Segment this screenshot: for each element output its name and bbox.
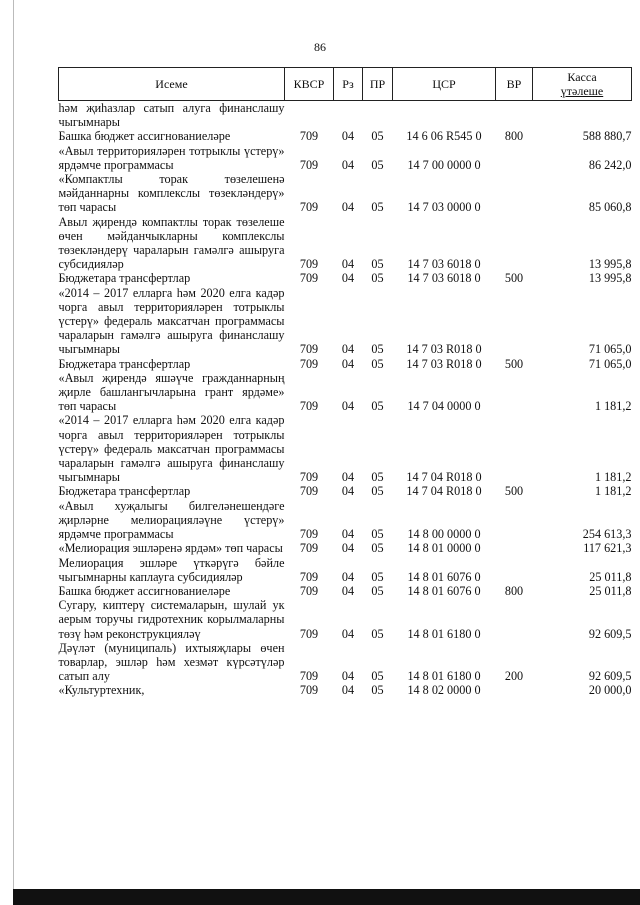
table-row	[59, 413, 632, 484]
cell-csr: 14 7 03 0000 0	[407, 200, 481, 215]
table-row	[59, 584, 632, 598]
cell-amount: 85 060,8	[588, 200, 632, 215]
cell-vr	[496, 541, 533, 555]
cell-kvsr: 709	[299, 626, 319, 641]
table-row	[59, 484, 632, 498]
cell-name: «Мелиорация эшләренә ярдәм» төп чарасы	[58, 541, 283, 556]
cell-csr	[393, 101, 496, 130]
cell-csr: 14 8 01 6076 0	[407, 583, 481, 598]
cell-vr	[496, 683, 533, 697]
cell-csr: 14 7 03 R018 0	[406, 356, 482, 371]
cell-kvsr: 709	[299, 470, 319, 485]
cell-name: Бюджетара трансфертлар	[58, 271, 191, 286]
cell-rz: 04	[341, 669, 355, 684]
cell-csr: 14 6 06 R545 0	[406, 129, 482, 144]
cell-kvsr: 709	[299, 129, 319, 144]
cell-amount: 117 621,3	[583, 541, 632, 556]
cell-pr: 05	[371, 157, 384, 172]
table-row	[59, 541, 632, 555]
column-header-pr: ПР	[363, 68, 393, 101]
cell-kvsr: 709	[299, 683, 319, 698]
cell-csr: 14 7 03 6018 0	[407, 257, 481, 272]
cell-rz: 04	[341, 484, 355, 499]
cell-amount: 13 995,8	[588, 271, 632, 286]
budget-table	[58, 67, 632, 698]
cell-amount: 1 181,2	[594, 484, 632, 499]
cell-amount: 71 065,0	[588, 342, 632, 357]
cell-vr	[496, 286, 533, 357]
table-row	[59, 144, 632, 172]
table-row	[59, 499, 632, 542]
cell-rz	[334, 101, 363, 130]
cell-vr	[496, 413, 533, 484]
cell-rz: 04	[341, 129, 355, 144]
page-number: 86	[314, 40, 326, 54]
cell-kvsr: 709	[299, 157, 319, 172]
cell-name: Бюджетара трансфертлар	[58, 484, 191, 499]
cell-name: һәм җиһазлар сатып алуга финанслашу чыгымнары	[58, 101, 285, 130]
cell-rz: 04	[341, 569, 355, 584]
cell-name: Мелиорация эшләре үткәрүгә бәйле чыгымнарны каплауга субсидияләр	[58, 555, 285, 584]
cell-pr: 05	[371, 342, 384, 357]
cell-vr: 500	[504, 356, 524, 371]
cell-kvsr: 709	[299, 342, 319, 357]
cell-name: «2014 – 2017 елларга һәм 2020 елга кадәр чорга авыл территорияләрен тотрыклы үстерү» федераль максатчан программасы чараларын гамәлгә ашыруга финанслашу чыгымнары	[58, 285, 285, 357]
cell-vr	[496, 215, 533, 272]
cell-amount: 1 181,2	[594, 399, 632, 414]
cell-name: «Культуртехник,	[58, 683, 145, 698]
cell-csr: 14 8 02 0000 0	[407, 683, 481, 698]
cell-vr	[496, 371, 533, 414]
cell-pr: 05	[371, 569, 384, 584]
cell-vr	[496, 556, 533, 584]
cell-rz: 04	[341, 356, 355, 371]
cell-pr: 05	[371, 683, 384, 698]
cell-vr	[496, 598, 533, 641]
cell-rz: 04	[341, 683, 355, 698]
cell-pr: 05	[371, 669, 384, 684]
cell-name: Сугару, киптерү системаларын, шулай ук аерым торучы гидротехник корылмаларны төзү һәм реконструкцияләү	[58, 598, 285, 641]
cell-name: «Авыл җирендә яшәүче гражданнарның җирле башлангычларына грант ярдәме» төп чарасы	[58, 370, 285, 414]
table-header-row	[59, 68, 632, 101]
cell-csr: 14 7 03 6018 0	[407, 271, 481, 286]
cell-amount	[533, 101, 632, 130]
cell-pr: 05	[371, 583, 384, 598]
table-row	[59, 683, 632, 697]
kassa-label-line1: Касса	[567, 70, 597, 84]
cell-vr	[496, 101, 533, 130]
scan-border	[13, 889, 640, 905]
cell-name: «Компактлы торак төзелешенә мәйданнарны комплекслы төзекләндерү» төп чарасы	[58, 172, 285, 215]
cell-pr: 05	[371, 399, 384, 414]
cell-kvsr: 709	[299, 669, 319, 684]
table-row	[59, 357, 632, 371]
cell-name: Башка бюджет ассигнованиеләре	[58, 129, 231, 144]
cell-amount: 92 609,5	[588, 626, 632, 641]
column-header-vr: ВР	[496, 68, 533, 101]
cell-rz: 04	[341, 342, 355, 357]
cell-amount: 1 181,2	[594, 470, 632, 485]
cell-pr: 05	[371, 470, 384, 485]
column-header-kvsr: КВСР	[285, 68, 334, 101]
cell-kvsr: 709	[299, 484, 319, 499]
table-row	[59, 286, 632, 357]
table-row	[59, 172, 632, 215]
cell-amount: 25 011,8	[589, 583, 632, 598]
cell-pr: 05	[371, 129, 384, 144]
cell-amount: 86 242,0	[588, 157, 632, 172]
cell-kvsr: 709	[299, 356, 319, 371]
cell-rz: 04	[341, 541, 355, 556]
cell-pr: 05	[371, 527, 384, 542]
cell-csr: 14 8 00 0000 0	[407, 527, 481, 542]
column-header-kassa	[533, 68, 632, 101]
cell-rz: 04	[341, 583, 355, 598]
cell-rz: 04	[341, 271, 355, 286]
cell-amount: 92 609,5	[588, 669, 632, 684]
cell-vr	[496, 499, 533, 542]
cell-pr: 05	[371, 626, 384, 641]
cell-vr: 500	[504, 484, 524, 499]
cell-csr: 14 8 01 6180 0	[407, 669, 481, 684]
cell-kvsr: 709	[299, 271, 319, 286]
cell-pr: 05	[371, 484, 384, 499]
cell-csr: 14 8 01 6076 0	[407, 569, 481, 584]
table-row	[59, 598, 632, 641]
cell-kvsr: 709	[299, 541, 319, 556]
cell-vr	[496, 144, 533, 172]
page-edge	[13, 0, 14, 905]
cell-csr: 14 8 01 6180 0	[407, 626, 481, 641]
cell-name: Авыл җирендә компактлы торак төзелеше өчен мәйданчыкларны комплекслы төзекләндерү чараларын гамәлгә ашыруга субсидияләр	[58, 214, 285, 272]
table-row	[59, 129, 632, 143]
cell-amount: 588 880,7	[582, 129, 632, 144]
cell-amount: 71 065,0	[588, 356, 632, 371]
cell-vr	[496, 172, 533, 215]
cell-csr: 14 7 04 R018 0	[406, 470, 482, 485]
table-row	[59, 271, 632, 285]
table-row	[59, 215, 632, 272]
cell-kvsr: 709	[299, 527, 319, 542]
cell-pr: 05	[371, 271, 384, 286]
cell-name: Дәүләт (муниципаль) ихтыяҗлары өчен товарлар, эшләр һәм хезмәт күрсәтүләр сатып алу	[58, 640, 285, 684]
cell-amount: 25 011,8	[589, 569, 632, 584]
table-row	[59, 556, 632, 584]
cell-kvsr: 709	[299, 200, 319, 215]
cell-pr: 05	[371, 541, 384, 556]
cell-rz: 04	[341, 470, 355, 485]
cell-vr: 500	[504, 271, 524, 286]
cell-amount: 20 000,0	[588, 683, 632, 698]
table-row	[59, 371, 632, 414]
cell-csr: 14 7 00 0000 0	[407, 157, 481, 172]
cell-kvsr: 709	[299, 569, 319, 584]
cell-pr: 05	[371, 200, 384, 215]
cell-name: «Авыл территорияләрен тотрыклы үстерү» ярдәмче программасы	[58, 143, 285, 172]
cell-vr: 800	[504, 129, 524, 144]
cell-name: Бюджетара трансфертлар	[58, 356, 191, 371]
cell-csr: 14 7 04 0000 0	[407, 399, 481, 414]
cell-amount: 13 995,8	[588, 257, 632, 272]
column-header-name: Исеме	[59, 68, 285, 101]
cell-rz: 04	[341, 399, 355, 414]
cell-kvsr: 709	[299, 583, 319, 598]
cell-vr: 800	[504, 583, 524, 598]
cell-kvsr	[285, 101, 334, 130]
cell-rz: 04	[341, 257, 355, 272]
cell-csr: 14 7 04 R018 0	[406, 484, 482, 499]
cell-rz: 04	[341, 157, 355, 172]
cell-name: «Авыл хуҗалыгы билгеләнешендәге җирләрне мелиорацияләүне үстерү» ярдәмче программасы	[58, 498, 285, 542]
cell-kvsr: 709	[299, 399, 319, 414]
cell-rz: 04	[341, 200, 355, 215]
cell-pr	[363, 101, 393, 130]
cell-kvsr: 709	[299, 257, 319, 272]
cell-rz: 04	[341, 527, 355, 542]
cell-amount: 254 613,3	[582, 527, 632, 542]
cell-pr: 05	[371, 257, 384, 272]
table-row	[59, 101, 632, 130]
column-header-csr: ЦСР	[393, 68, 496, 101]
cell-csr: 14 7 03 R018 0	[406, 342, 482, 357]
cell-pr: 05	[371, 356, 384, 371]
kassa-label-line2: үтәлеше	[560, 84, 604, 98]
column-header-rz: Рз	[334, 68, 363, 101]
table-row	[59, 641, 632, 684]
cell-csr: 14 8 01 0000 0	[407, 541, 481, 556]
cell-name: Башка бюджет ассигнованиеләре	[58, 583, 231, 598]
cell-rz: 04	[341, 626, 355, 641]
cell-vr: 200	[504, 669, 524, 684]
cell-name: «2014 – 2017 елларга һәм 2020 елга кадәр чорга авыл территорияләрен тотрыклы үстерү» федераль максатчан программасы чараларын гамәлгә ашыруга финанслашу чыгымнары	[58, 413, 285, 485]
